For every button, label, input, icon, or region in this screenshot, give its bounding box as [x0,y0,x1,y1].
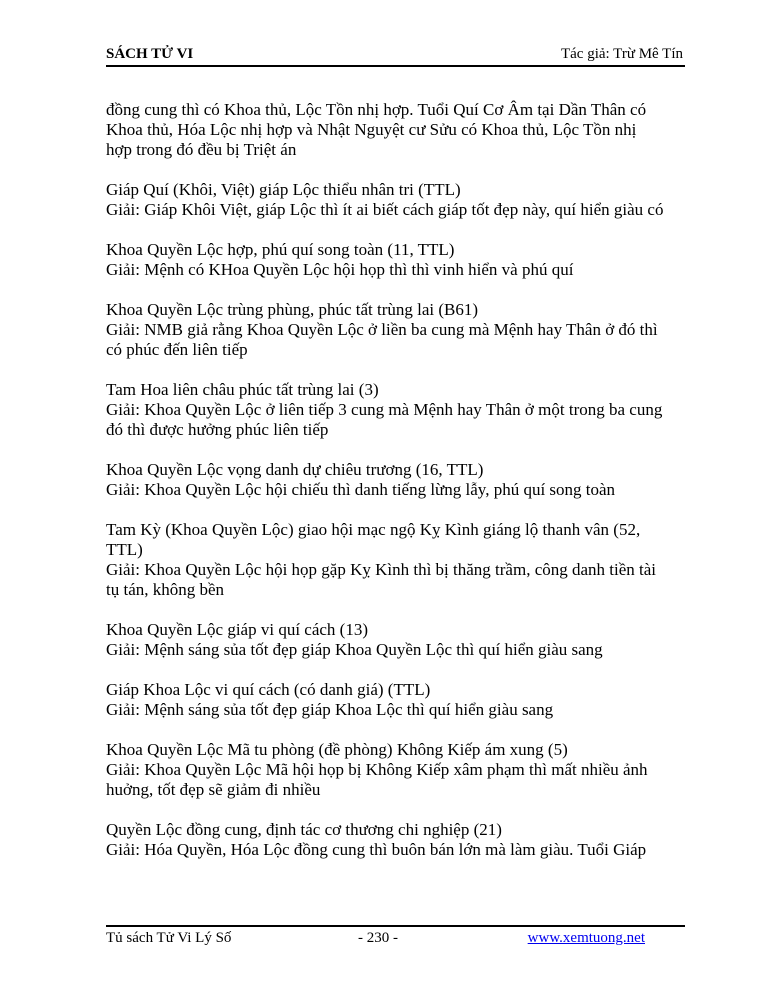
page-body [106,100,688,880]
page-number: - 230 - [358,930,398,946]
text-line: Giải: Hóa Quyền, Hóa Lộc đồng cung thì buôn bán lớn mà làm giàu. Tuổi Giáp [106,840,647,859]
text-line: đó thì được hưởng phúc liên tiếp [106,420,329,439]
text-line: Quyền Lộc đồng cung, định tác cơ thương chi nghiệp (21) [106,820,502,839]
text-line: Giải: Mệnh sáng sủa tốt đẹp giáp Khoa Quyền Lộc thì quí hiển giàu sang [106,640,603,659]
text-line: hợp trong đó đều bị Triệt án [106,140,297,159]
text-line: Giải: Khoa Quyền Lộc hội chiếu thì danh tiếng lừng lẫy, phú quí song toàn [106,480,616,499]
series-name: Tủ sách Tử Vi Lý Số [106,930,232,946]
page-header [106,45,685,67]
paragraph [106,100,688,160]
text-line: Khoa Quyền Lộc giáp vi quí cách (13) [106,620,368,639]
paragraph [106,240,688,280]
text-line: tụ tán, không bền [106,580,225,599]
paragraph [106,740,688,800]
text-line: Giáp Quí (Khôi, Việt) giáp Lộc thiểu nhân tri (TTL) [106,180,461,199]
text-line: Giải: Khoa Quyền Lộc ở liên tiếp 3 cung mà Mệnh hay Thân ở một trong ba cung [106,400,663,419]
paragraph [106,460,688,500]
text-line: đồng cung thì có Khoa thủ, Lộc Tồn nhị hợp. Tuổi Quí Cơ Âm tại Dần Thân có [106,100,647,119]
text-line: Giải: Mệnh sáng sủa tốt đẹp giáp Khoa Lộc thì quí hiển giàu sang [106,700,554,719]
text-line: Giải: NMB giả rằng Khoa Quyền Lộc ở liền ba cung mà Mệnh hay Thân ở đó thì [106,320,658,339]
text-line: Khoa thủ, Hóa Lộc nhị hợp và Nhật Nguyệt cư Sửu có Khoa thủ, Lộc Tồn nhị [106,120,637,139]
text-line: TTL) [106,540,143,559]
paragraph [106,300,688,360]
paragraph [106,680,688,720]
text-line: Khoa Quyền Lộc Mã tu phòng (đề phòng) Không Kiếp ám xung (5) [106,740,568,759]
text-line: Giáp Khoa Lộc vi quí cách (có danh giá) (TTL) [106,680,431,699]
text-line: Giải: Mệnh có KHoa Quyền Lộc hội họp thì thì vinh hiển và phú quí [106,260,574,279]
text-line: Giải: Khoa Quyền Lộc hội họp gặp Kỵ Kình thì bị thăng trầm, công danh tiền tài [106,560,657,579]
author-line: Tác giả: Trừ Mê Tín [560,46,683,62]
text-line: Giải: Khoa Quyền Lộc Mã hội họp bị Không Kiếp xâm phạm thì mất nhiều ảnh [106,760,648,779]
text-line: Khoa Quyền Lộc hợp, phú quí song toàn (11, TTL) [106,240,455,259]
website-link[interactable]: www.xemtuong.net [527,930,645,946]
paragraph [106,620,688,660]
text-line: Khoa Quyền Lộc trùng phùng, phúc tất trùng lai (B61) [106,300,479,319]
book-title: SÁCH TỬ VI [106,46,194,62]
text-line: huởng, tốt đẹp sẽ giảm đi nhiều [106,780,321,799]
page-footer [106,925,685,949]
text-line: Tam Hoa liên châu phúc tất trùng lai (3) [106,380,379,399]
paragraph [106,520,688,600]
text-line: có phúc đến liên tiếp [106,340,248,359]
text-line: Tam Kỳ (Khoa Quyền Lộc) giao hội mạc ngộ Kỵ Kình giáng lộ thanh vân (52, [106,520,641,539]
paragraph [106,180,688,220]
text-line: Giải: Giáp Khôi Việt, giáp Lộc thì ít ai biết cách giáp tốt đẹp này, quí hiển giàu có [106,200,664,219]
text-line: Khoa Quyền Lộc vọng danh dự chiêu trương (16, TTL) [106,460,484,479]
paragraph [106,380,688,440]
paragraph [106,820,688,860]
